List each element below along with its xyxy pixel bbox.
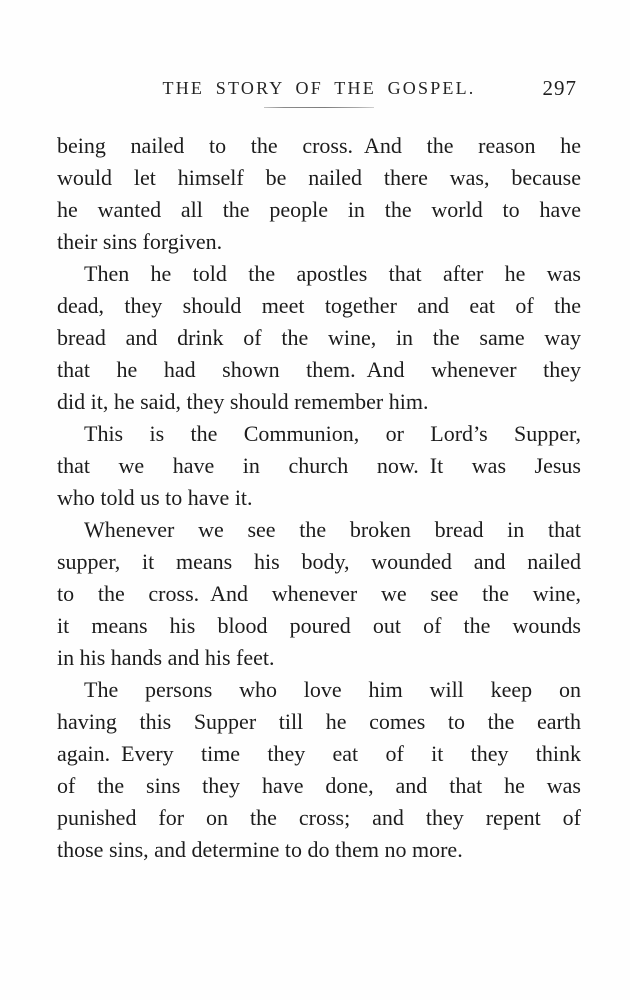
text-line: punished for on the cross; and they repent of (57, 805, 581, 830)
text-line: that he had shown them. And whenever they (57, 357, 581, 382)
text-line: bread and drink of the wine, in the same way (57, 325, 581, 350)
page-header (57, 76, 581, 100)
running-title: THE STORY OF THE GOSPEL. (162, 78, 476, 98)
text-line: their sins forgiven. (57, 229, 223, 254)
text-line: who told us to have it. (57, 485, 253, 510)
text-line: he wanted all the people in the world to have (57, 197, 581, 222)
text-line: Whenever we see the broken bread in that (84, 517, 581, 542)
text-line: those sins, and determine to do them no more. (57, 837, 463, 862)
text-line: Then he told the apostles that after he was (84, 261, 581, 286)
text-line: dead, they should meet together and eat of the (57, 293, 581, 318)
text-line: did it, he said, they should remember him. (57, 389, 429, 414)
text-line: again. Every time they eat of it they think (57, 741, 581, 766)
paragraph (57, 418, 581, 514)
text-line: to the cross. And whenever we see the wine, (57, 581, 581, 606)
text-line: of the sins they have done, and that he was (57, 773, 581, 798)
paragraph (57, 674, 581, 866)
text-line: This is the Communion, or Lord’s Supper, (84, 421, 581, 446)
paragraph (57, 258, 581, 418)
text-line: The persons who love him will keep on (84, 677, 581, 702)
text-line: it means his blood poured out of the wounds (57, 613, 581, 638)
page-content (57, 76, 581, 866)
text-line: having this Supper till he comes to the earth (57, 709, 581, 734)
text-line: that we have in church now. It was Jesus (57, 453, 581, 478)
page-number: 297 (542, 76, 577, 100)
text-line: being nailed to the cross. And the reason he (57, 133, 581, 158)
body-text (57, 130, 581, 866)
paragraph (57, 514, 581, 674)
text-line: would let himself be nailed there was, because (57, 165, 581, 190)
text-line: in his hands and his feet. (57, 645, 275, 670)
header-rule (264, 107, 374, 108)
text-line: supper, it means his body, wounded and nailed (57, 549, 581, 574)
paragraph (57, 130, 581, 258)
